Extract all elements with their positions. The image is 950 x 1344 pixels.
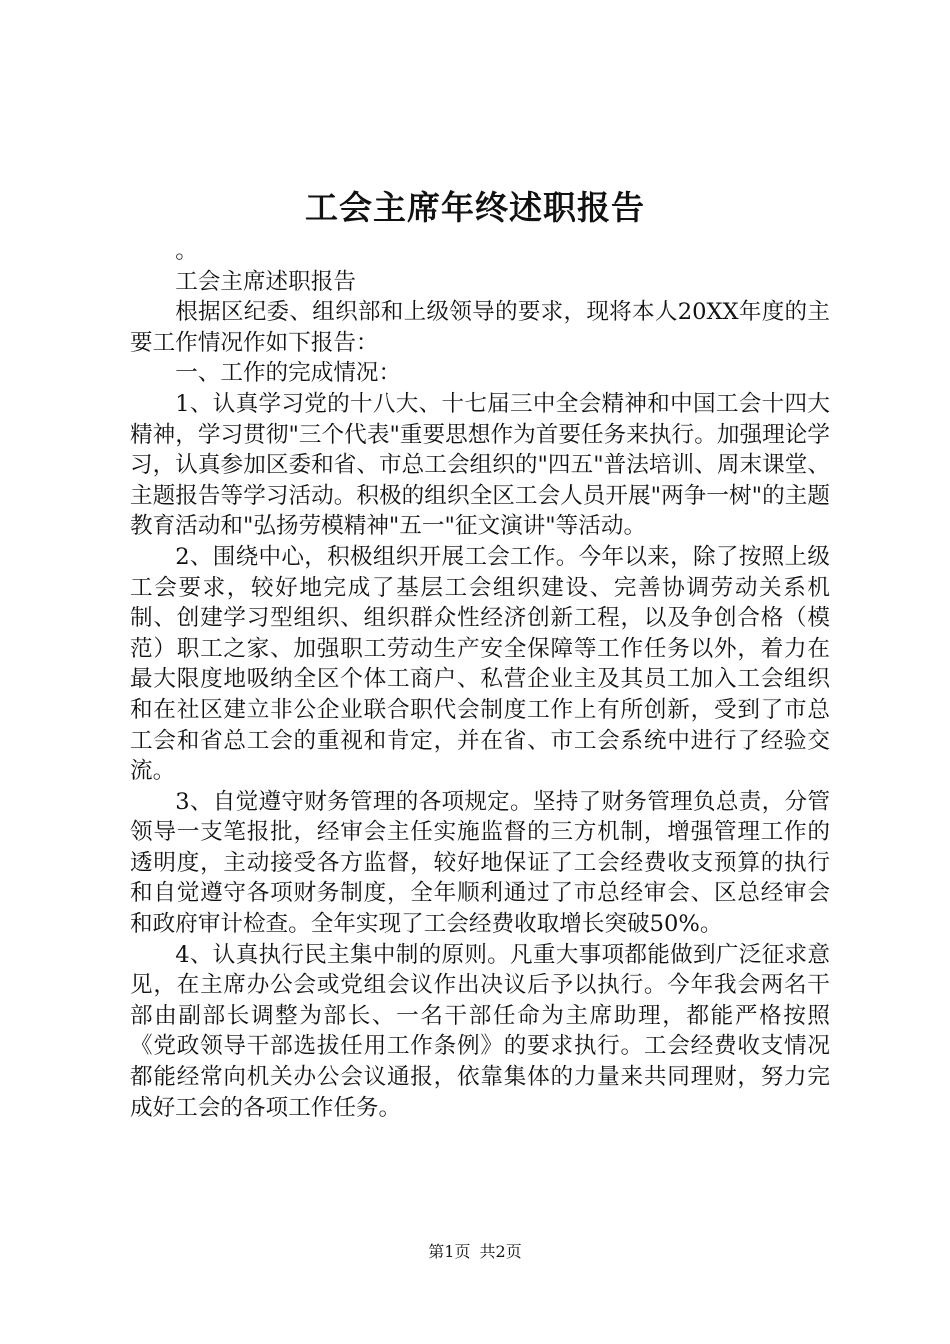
document-title: 工会主席年终述职报告 (305, 188, 645, 227)
paragraph-item-1: 1、认真学习党的十八大、十七届三中全会精神和中国工会十四大精神，学习贯彻"三个代表"重要思想作为首要任务来执行。加强理论学习，认真参加区委和省、市总工会组织的"四五"普法培训、周末课堂、主题报告等学习活动。积极的组织全区工会人员开展"两争一树"的主题教育活动和"弘扬劳模精神"五一"征文演讲"等活动。 (130, 390, 830, 540)
paragraph-0: 。 (175, 238, 198, 264)
page-number: 第1页 (428, 1242, 471, 1261)
paragraph-item-4: 4、认真执行民主集中制的原则。凡重大事项都能做到广泛征求意见，在主席办公会或党组会议作出决议后予以执行。今年我会两名干部由副部长调整为部长、一名干部任命为主席助理，都能严格按照《党政领导干部选拔任用工作条例》的要求执行。工会经费收支情况都能经常向机关办公会议通报，依靠集体的力量来共同理财，努力完成好工会的各项工作任务。 (130, 941, 830, 1121)
page-footer (0, 1242, 950, 1262)
paragraph-item-2: 2、围绕中心，积极组织开展工会工作。今年以来，除了按照上级工会要求，较好地完成了基层工会组织建设、完善协调劳动关系机制、创建学习型组织、组织群众性经济创新工程，以及争创合格（模范）职工之家、加强职工劳动生产安全保障等工作任务以外，着力在最大限度地吸纳全区个体工商户、私营企业主及其员工加入工会组织和在社区建立非公企业联合职代会制度工作上有所创新，受到了市总工会和省总工会的重视和肯定，并在省、市工会系统中进行了经验交流。 (130, 543, 830, 785)
paragraph-intro: 根据区纪委、组织部和上级领导的要求，现将本人20XX年度的主要工作情况作如下报告： (130, 299, 830, 356)
paragraph-item-3: 3、自觉遵守财务管理的各项规定。坚持了财务管理负总责，分管领导一支笔报批，经审会主任实施监督的三方机制，增强管理工作的透明度，主动接受各方监督，较好地保证了工会经费收支预算的执行和自觉遵守各项财务制度，全年顺利通过了市总经审会、区总经审会和政府审计检查。全年实现了工会经费收取增长突破50%。 (130, 788, 830, 938)
section-heading: 一、工作的完成情况： (175, 360, 402, 387)
paragraph-subtitle: 工会主席述职报告 (175, 268, 356, 295)
document-body (130, 236, 830, 1123)
page-total: 共2页 (479, 1242, 522, 1261)
